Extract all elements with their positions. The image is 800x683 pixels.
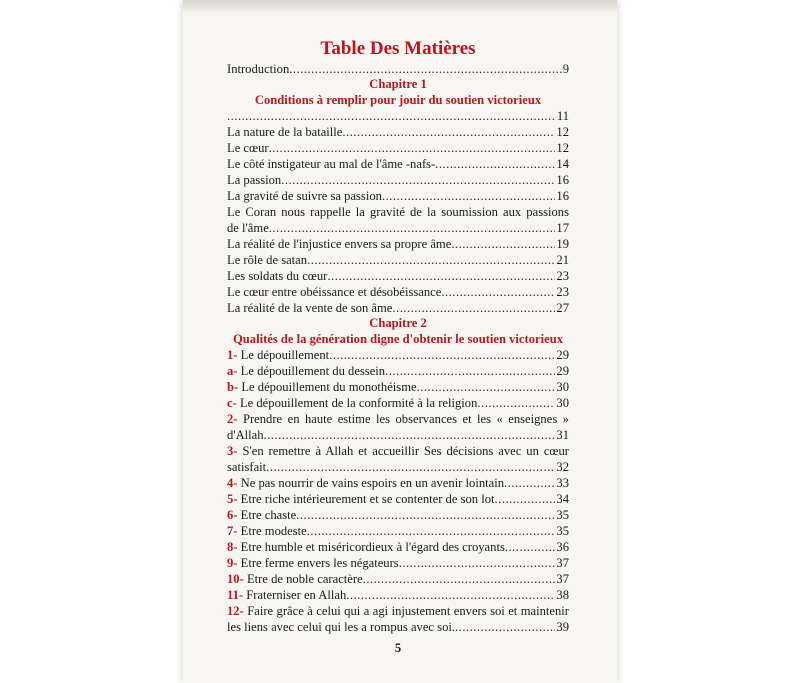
leader-dots [281, 172, 555, 188]
entry-number: 3- [227, 444, 238, 458]
toc-entry-introduction [227, 61, 569, 77]
chapter-1-heading: Chapitre 1 [369, 77, 427, 91]
entry-page: 29 [556, 348, 569, 362]
toc-entry [227, 236, 569, 252]
entry-page: 17 [556, 221, 569, 235]
entry-label: Etre de noble caractère [246, 572, 363, 586]
toc-entry-numbered [227, 587, 569, 603]
entry-page: 16 [556, 173, 569, 187]
toc-entry-numbered [227, 507, 569, 523]
entry-number: 8- [227, 540, 238, 554]
chapter-2-heading: Chapitre 2 [369, 316, 427, 330]
entry-label-wrap [227, 379, 417, 395]
toc-entry [227, 140, 569, 156]
entry-label: Etre riche intérieurement et se contenter de son lot [240, 492, 495, 506]
leader-dots [504, 475, 555, 491]
entry-page: 14 [556, 157, 569, 171]
toc-entry-multiline [227, 443, 569, 475]
toc-entry-numbered [227, 475, 569, 491]
entry-label: Etre chaste [240, 508, 297, 522]
entry-page: 16 [556, 189, 569, 203]
leader-dots [327, 268, 555, 284]
leader-dots [269, 220, 556, 236]
leader-dots [307, 252, 555, 268]
leader-dots [346, 587, 555, 603]
leader-dots [227, 108, 556, 124]
leader-dots [477, 395, 555, 411]
entry-number: 6- [227, 508, 238, 522]
toc-entry-numbered [227, 379, 569, 395]
entry-label: Le cœur entre obéissance et désobéissance [227, 285, 442, 299]
toc-entry [227, 156, 569, 172]
entry-page: 12 [556, 141, 569, 155]
entry-number: 11- [227, 588, 244, 602]
entry-number: 10- [227, 572, 244, 586]
entry-label: Les soldats du cœur [227, 269, 328, 283]
entry-label-line-2: satisfait [227, 460, 267, 474]
entry-page: 11 [556, 109, 569, 123]
toc-entry-numbered [227, 539, 569, 555]
entry-page: 12 [556, 125, 569, 139]
toc-entry [227, 300, 569, 316]
entry-label-line-1: Le Coran nous rappelle la gravité de la soumission aux passions [227, 205, 569, 219]
leader-dots [435, 156, 555, 172]
entry-page: 27 [556, 301, 569, 315]
entry-label: Le dépouillement [240, 348, 330, 362]
entry-number: 4- [227, 476, 238, 490]
toc-entry-numbered [227, 571, 569, 587]
toc-entry [227, 268, 569, 284]
entry-number: 9- [227, 556, 238, 570]
entry-page: 30 [556, 396, 569, 410]
entry-number: c- [227, 396, 237, 410]
entry-number: 5- [227, 492, 238, 506]
toc-entry-numbered [227, 491, 569, 507]
entry-text: Faire grâce à celui qui a agi injustement envers soi et maintenir [247, 604, 569, 618]
toc-entry-multiline [227, 204, 569, 236]
entry-page: 39 [556, 620, 569, 634]
entry-line-2 [227, 220, 569, 236]
leader-dots [266, 459, 555, 475]
entry-label: Le dépouillement du monothéisme [241, 380, 417, 394]
entry-label-wrap [227, 555, 399, 571]
entry-text: Prendre en haute estime les observances et les « enseignes » [242, 412, 569, 426]
toc-entry-numbered [227, 523, 569, 539]
entry-label-wrap [227, 539, 505, 555]
entry-label-wrap [227, 507, 296, 523]
entry-label: Le cœur [227, 141, 269, 155]
entry-page: 34 [556, 492, 569, 506]
leader-dots [399, 555, 556, 571]
entry-label: La gravité de suivre sa passion [227, 189, 382, 203]
toc-entry [227, 124, 569, 140]
leader-dots [329, 347, 555, 363]
leader-dots [505, 539, 556, 555]
entry-line-2 [227, 427, 569, 443]
leader-dots [269, 140, 556, 156]
entry-label-line-2: de l'âme [227, 221, 269, 235]
entry-number: 2- [227, 412, 238, 426]
entry-number: 12- [227, 604, 244, 618]
entry-page: 21 [556, 253, 569, 267]
entry-text: S'en remettre à Allah et accueillir Ses décisions avec un cœur [242, 444, 569, 458]
toc-entry-numbered [227, 555, 569, 571]
entry-label-wrap [227, 491, 495, 507]
leader-dots [296, 507, 555, 523]
leader-dots [451, 236, 555, 252]
entry-label: La réalité de l'injustice envers sa propre âme [227, 237, 452, 251]
entry-label: Introduction [227, 62, 290, 76]
table-of-contents [227, 37, 569, 635]
entry-label: Ne pas nourrir de vains espoirs en un avenir lointain [240, 476, 505, 490]
entry-label-wrap [227, 395, 477, 411]
leader-dots [264, 427, 556, 443]
leader-dots [455, 619, 555, 635]
leader-dots [385, 363, 555, 379]
entry-label-wrap [227, 587, 346, 603]
entry-label-wrap [227, 475, 504, 491]
entry-number: 7- [227, 524, 238, 538]
entry-label: Fraterniser en Allah [246, 588, 347, 602]
entry-label-line-1 [227, 411, 569, 427]
entry-label: Le côté instigateur au mal de l'âme -nafs- [227, 157, 436, 171]
leader-dots [382, 188, 555, 204]
entry-label: Le dépouillement du dessein [240, 364, 386, 378]
entry-label: Le rôle de satan [227, 253, 308, 267]
toc-entry [227, 188, 569, 204]
entry-number: 1- [227, 348, 238, 362]
leader-dots [392, 300, 555, 316]
entry-page: 33 [556, 476, 569, 490]
entry-label: Etre modeste [240, 524, 307, 538]
entry-page: 36 [556, 540, 569, 554]
toc-entry-multiline [227, 411, 569, 443]
leader-dots [495, 491, 556, 507]
leader-dots [289, 61, 561, 77]
leader-dots [342, 124, 555, 140]
entry-page: 23 [556, 269, 569, 283]
entry-line-2 [227, 619, 569, 635]
toc-entry-multiline [227, 603, 569, 635]
leader-dots [441, 284, 555, 300]
page-number: 5 [394, 641, 402, 655]
entry-page: 38 [556, 588, 569, 602]
entry-label-line-2: d'Allah [227, 428, 264, 442]
leader-dots [417, 379, 556, 395]
entry-label-line-1 [227, 443, 569, 459]
toc-entry [227, 284, 569, 300]
entry-label-wrap [227, 347, 329, 363]
entry-page: 23 [556, 285, 569, 299]
toc-entry-numbered [227, 363, 569, 379]
entry-page: 30 [556, 380, 569, 394]
entry-page: 35 [556, 508, 569, 522]
entry-label: Le dépouillement de la conformité à la religion [239, 396, 478, 410]
entry-label-wrap [227, 571, 363, 587]
entry-page: 37 [556, 556, 569, 570]
entry-line-2 [227, 459, 569, 475]
toc-title: Table Des Matières [320, 38, 476, 59]
entry-label-wrap [227, 523, 307, 539]
toc-entry [227, 252, 569, 268]
entry-label: Etre humble et miséricordieux à l'égard des croyants [240, 540, 505, 554]
entry-page: 35 [556, 524, 569, 538]
entry-page: 19 [556, 237, 569, 251]
entry-page: 32 [556, 460, 569, 474]
entry-label: Etre ferme envers les négateurs [240, 556, 399, 570]
chapter-2-subtitle: Qualités de la génération digne d'obtenir le soutien victorieux [233, 332, 563, 346]
entry-label: La passion [227, 173, 282, 187]
entry-page: 9 [562, 62, 569, 76]
entry-label-line-2: les liens avec celui qui les a rompus avec soi. [227, 620, 456, 634]
entry-page: 31 [556, 428, 569, 442]
toc-entry-numbered [227, 347, 569, 363]
toc-entry-numbered [227, 395, 569, 411]
entry-number: a- [227, 364, 238, 378]
leader-dots [307, 523, 556, 539]
entry-label-wrap [227, 363, 385, 379]
toc-entry [227, 172, 569, 188]
entry-label: La réalité de la vente de son âme [227, 301, 393, 315]
leader-dots [363, 571, 556, 587]
entry-label: La nature de la bataille [227, 125, 343, 139]
entry-page: 29 [556, 364, 569, 378]
chapter-1-page-entry [227, 108, 569, 124]
entry-number: b- [227, 380, 239, 394]
entry-page: 37 [556, 572, 569, 586]
entry-label-line-1 [227, 603, 569, 619]
chapter-1-subtitle: Conditions à remplir pour jouir du soutien victorieux [254, 93, 542, 107]
